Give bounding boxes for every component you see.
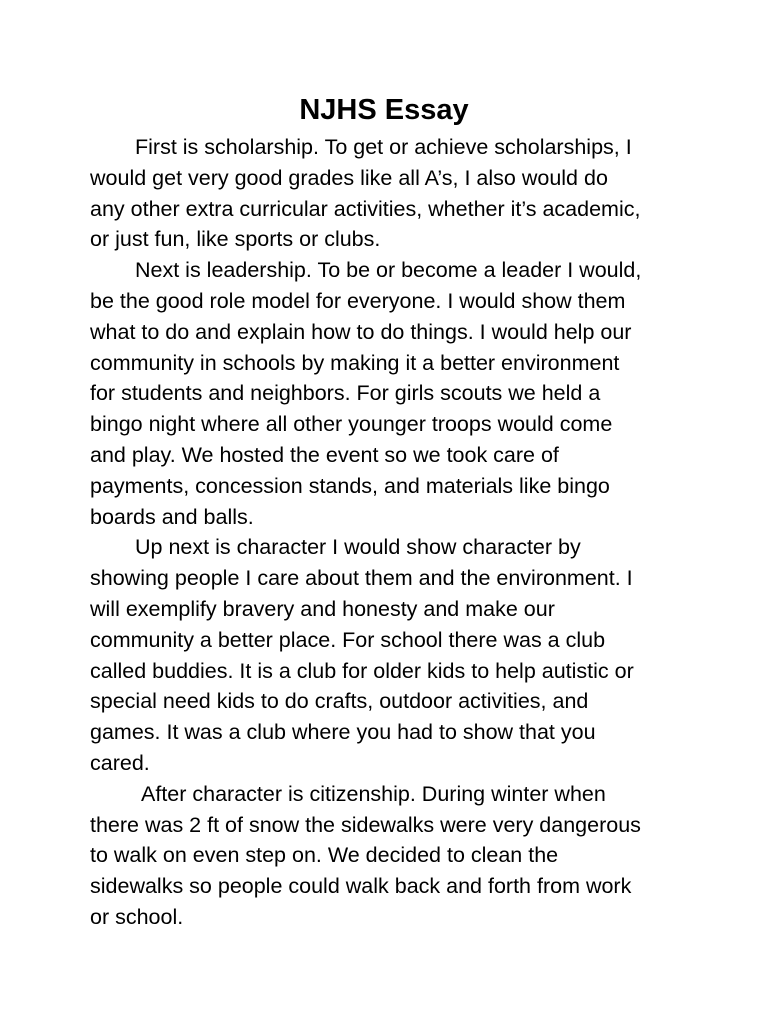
text-line: would get very good grades like all A’s, I also would do [90, 165, 608, 190]
paragraph-character [90, 532, 685, 778]
text-line: or school. [90, 904, 184, 929]
text-line: for students and neighbors. For girls scouts we held a [90, 381, 601, 406]
text-line: After character is citizenship. During winter when [141, 781, 606, 806]
text-line: community in schools by making it a better environment [90, 350, 620, 375]
essay-body [90, 132, 685, 933]
text-line: or just fun, like sports or clubs. [90, 227, 381, 252]
paragraph-citizenship [90, 779, 685, 933]
text-line: games. It was a club where you had to show that you [90, 720, 596, 745]
text-line: any other extra curricular activities, whether it’s academic, [90, 196, 641, 221]
text-line: boards and balls. [90, 504, 254, 529]
text-line: will exemplify bravery and honesty and make our [90, 596, 555, 621]
text-line: Next is leadership. To be or become a leader I would, [135, 258, 642, 283]
text-line: sidewalks so people could walk back and forth from work [90, 874, 632, 899]
text-line: Up next is character I would show character by [135, 535, 581, 560]
text-line: to walk on even step on. We decided to clean the [90, 843, 559, 868]
text-line: showing people I care about them and the environment. I [90, 566, 633, 591]
text-line: called buddies. It is a club for older kids to help autistic or [90, 658, 634, 683]
text-line: there was 2 ft of snow the sidewalks were very dangerous [90, 812, 641, 837]
text-line: cared. [90, 750, 150, 775]
paragraph-scholarship [90, 132, 685, 255]
text-line: payments, concession stands, and materials like bingo [90, 473, 610, 498]
text-line: what to do and explain how to do things. I would help our [90, 319, 632, 344]
text-line: bingo night where all other younger troops would come [90, 412, 613, 437]
essay-title: NJHS Essay [299, 94, 469, 126]
text-line: and play. We hosted the event so we took care of [90, 442, 559, 467]
text-line: special need kids to do crafts, outdoor activities, and [90, 689, 589, 714]
text-line: be the good role model for everyone. I would show them [90, 288, 626, 313]
text-line: community a better place. For school there was a club [90, 627, 606, 652]
paragraph-leadership [90, 255, 685, 532]
text-line: First is scholarship. To get or achieve scholarships, I [135, 135, 632, 159]
